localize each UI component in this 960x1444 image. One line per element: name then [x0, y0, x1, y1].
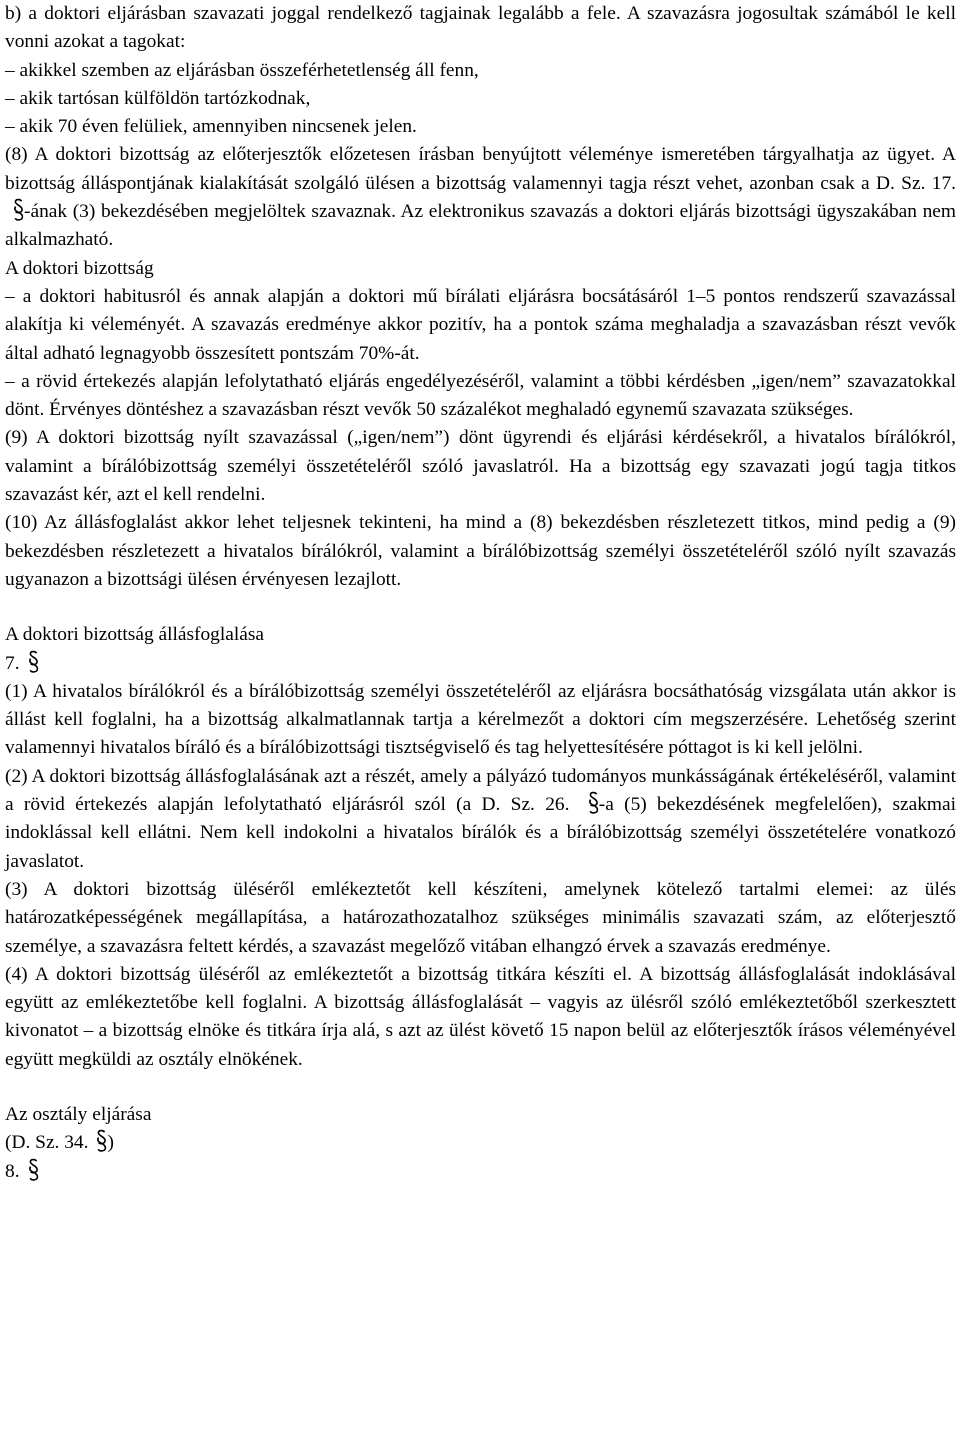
section-sign-icon [28, 650, 39, 674]
paragraph-7-2 [5, 763, 956, 876]
paragraph-10-text: (10) Az állásfoglalást akkor lehet teljesnek tekinteni, ha mind a (8) bekezdésben részletezett titkos, mind pedig a (9) bekezdésben részletezett a hivatalos bírálókról, valamint a bírálóbizottság személyi összetételéről szóló nyílt szavazás ugyanazon a bizottsági ülésen érvényesen lezajlott. [5, 512, 956, 590]
list-item [5, 368, 956, 425]
list-item [5, 283, 956, 368]
section-reference-open: (D. Sz. 34. [5, 1132, 89, 1154]
paragraph-9-text: (9) A doktori bizottság nyílt szavazással („igen/nem”) dönt ügyrendi és eljárási kérdésekről, a hivatalos bírálókról, valamint a bírálóbizottság személyi összetételéről szóló javaslatról. Ha a bizottság egy szavazati jogú tagja titkos szavazást kér, azt el kell rendelni. [5, 427, 956, 506]
list-item-text: – akikkel szemben az eljárásban összeférhetetlenség áll fenn, [5, 59, 479, 81]
list-item [5, 85, 956, 113]
section-number-text: 7. [5, 652, 20, 674]
doktori-bizottsag-intro-text: A doktori bizottság [5, 257, 154, 279]
section-reference [5, 1129, 956, 1157]
paragraph-7-4-text: (4) A doktori bizottság üléséről az emlékeztetőt a bizottság titkára készíti el. A bizottság állásfoglalását indoklásával együtt az emlékeztetőbe kell foglalni. A bizottság állásfoglalását – vagyis az ülésről szóló emlékeztetőből szerkesztett kivonatot – a bizottság elnöke és titkára írja alá, s azt az ülést követő 15 napon belül az előterjesztők írásos véleményével együtt megküldi az osztály elnökének. [5, 963, 956, 1070]
list-item [5, 113, 956, 141]
section-heading [5, 621, 956, 649]
paragraph-10 [5, 509, 956, 594]
section-heading-text: Az osztály eljárása [5, 1103, 152, 1125]
paragraph-8 [5, 141, 956, 254]
section-heading [5, 1101, 956, 1129]
paragraph-8-text-b: -ának (3) bekezdésében megjelöltek szavaznak. Az elektronikus szavazás a doktori eljárás bizottsági ügyszakában nem alkalmazható. [5, 201, 956, 251]
paragraph-b-text: b) a doktori eljárásban szavazati joggal rendelkező tagjainak legalább a fele. A szavazásra jogosultak számából le kell vonni azokat a tagokat: [5, 3, 956, 53]
paragraph-7-2-text-a: (2) A doktori bizottság állásfoglalásának azt a részét, amely a pályázó tudományos munkásságának értékeléséről, valamint a rövid értekezés alapján lefolytatható eljárásról szól (a D. Sz. 26. [5, 765, 956, 816]
list-item-text: – akik 70 éven felüliek, amennyiben nincsenek jelen. [5, 116, 417, 138]
spacer [5, 1074, 956, 1101]
paragraph-b [5, 0, 956, 57]
paragraph-7-3-text: (3) A doktori bizottság üléséről emlékeztetőt kell készíteni, amelynek kötelező tartalmi elemei: az ülés határozatképességének megállapítása, a határozathozatalhoz szükséges minimális szavazati szám, az előterjesztő személye, a szavazásra feltett kérdés, a szavazást megelőző vitában elhangzó érvek a szavazás eredménye. [5, 878, 956, 957]
paragraph-7-1 [5, 678, 956, 763]
section-reference-close: ) [107, 1132, 114, 1154]
paragraph-8-text-a: (8) A doktori bizottság az előterjesztők előzetesen írásban benyújtott véleménye ismeretében tárgyalhatja az ügyet. A bizottság álláspontjának kialakítását szolgáló ülésen a bizottság valamennyi tagja részt vehet, azonban csak a D. Sz. 17. [5, 144, 956, 194]
list-item-text: – a doktori habitusról és annak alapján a doktori mű bírálati eljárásra bocsátásáról 1–5 pontos rendszerű szavazással alakítja ki véleményét. A szavazás eredménye akkor pozitív, ha a pontok száma meghaladja a szavazásban részt vevők által adható legnagyobb összesített pontszám 70%-át. [5, 285, 956, 364]
list-item [5, 57, 956, 85]
list-item-text: – akik tartósan külföldön tartózkodnak, [5, 87, 311, 109]
section-number-8 [5, 1158, 956, 1186]
spacer [5, 594, 956, 621]
paragraph-7-2-text-b: -a (5) bekezdésének megfelelően), szakmai indoklással kell ellátni. Nem kell indokolni a hivatalos bírálók és a bírálóbizottság személyi összetételére vonatkozó javaslatot. [5, 794, 956, 872]
section-sign-icon [588, 791, 599, 815]
paragraph-7-3 [5, 876, 956, 961]
section-sign-icon [28, 1158, 39, 1182]
paragraph-7-4 [5, 961, 956, 1074]
section-number-7 [5, 650, 956, 678]
section-number-text: 8. [5, 1160, 20, 1182]
list-item-text: – a rövid értekezés alapján lefolytatható eljárás engedélyezéséről, valamint a többi kérdésben „igen/nem” szavazatokkal dönt. Érvényes döntéshez a szavazásban részt vevők 50 százalékot meghaladó egynemű szavazata szükséges. [5, 370, 956, 421]
section-sign-icon [13, 198, 24, 222]
paragraph-7-1-text: (1) A hivatalos bírálókról és a bírálóbizottság személyi összetételéről az eljárásra bocsáthatóság vizsgálata után akkor is állást kell foglalni, ha a bizottság alkalmatlannak tartja a kérelmezőt a doktori cím megszerzésére. Lehetőség szerint valamennyi hivatalos bíráló és a bírálóbizottsági tisztségviselő és tag helyettesítésére póttagot is ki kell jelölni. [5, 680, 956, 759]
paragraph-9 [5, 424, 956, 509]
section-heading-text: A doktori bizottság állásfoglalása [5, 624, 265, 646]
section-sign-icon [96, 1129, 107, 1153]
doktori-bizottsag-intro [5, 255, 956, 283]
